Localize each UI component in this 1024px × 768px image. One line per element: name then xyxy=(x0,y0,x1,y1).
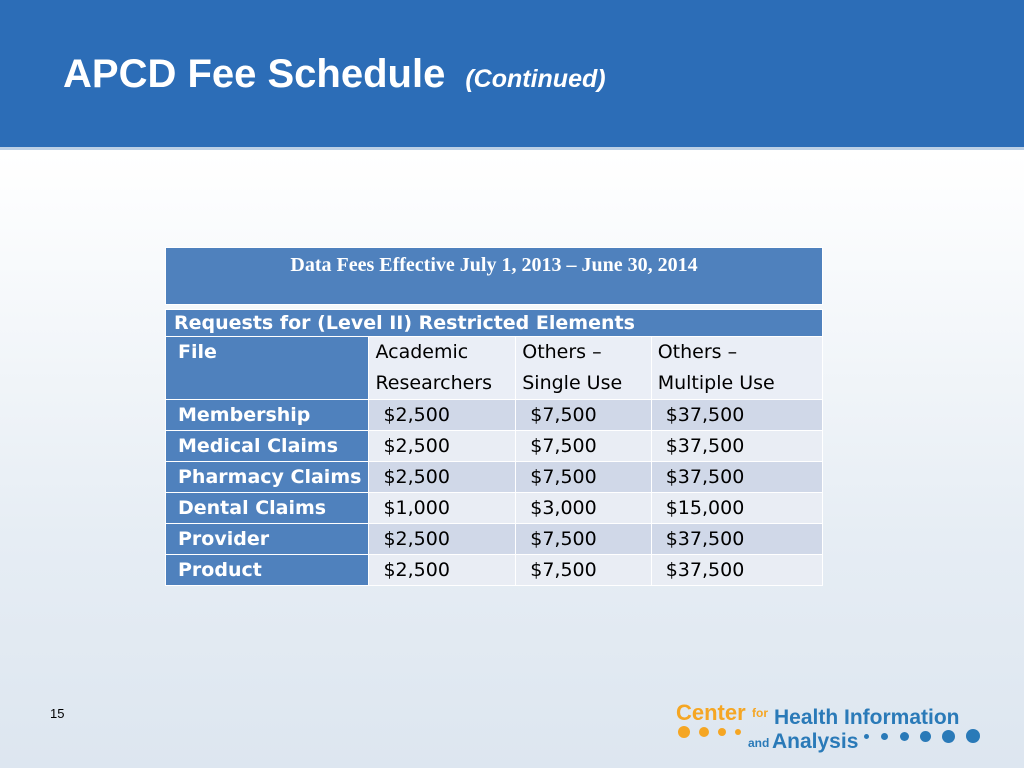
row-file-label: Medical Claims xyxy=(166,431,369,462)
cell-academic: $2,500 xyxy=(369,462,516,493)
header-academic-line2: Researchers xyxy=(375,372,493,394)
header-multiple-line1: Others – xyxy=(657,341,738,363)
cell-academic: $2,500 xyxy=(369,400,516,431)
cell-multiple-use: $37,500 xyxy=(651,431,822,462)
cell-multiple-use: $37,500 xyxy=(651,462,822,493)
fee-table-container xyxy=(165,247,823,586)
logo-and-text: and xyxy=(748,736,770,750)
table-caption: Data Fees Effective July 1, 2013 – June 30, 2014 xyxy=(165,247,823,305)
logo-dot xyxy=(864,734,869,739)
table-row xyxy=(166,524,823,555)
fee-table xyxy=(165,309,823,586)
table-row xyxy=(166,555,823,586)
logo-analysis-text: Analysis xyxy=(772,730,859,753)
page-number: 15 xyxy=(50,706,65,721)
section-header-row xyxy=(166,310,823,337)
logo-dot xyxy=(699,727,709,737)
cell-single-use: $7,500 xyxy=(516,524,651,555)
chia-logo xyxy=(676,700,986,760)
cell-academic: $2,500 xyxy=(369,431,516,462)
cell-single-use: $7,500 xyxy=(516,555,651,586)
logo-dot xyxy=(678,726,690,738)
cell-multiple-use: $15,000 xyxy=(651,493,822,524)
logo-dot xyxy=(900,732,909,741)
table-row xyxy=(166,400,823,431)
slide-title xyxy=(63,50,606,103)
header-academic xyxy=(369,337,516,400)
cell-single-use: $7,500 xyxy=(516,400,651,431)
logo-dot xyxy=(966,729,980,743)
header-single-line1: Others – xyxy=(522,341,602,363)
row-file-label: Product xyxy=(166,555,369,586)
column-header-row xyxy=(166,337,823,400)
header-single-use xyxy=(516,337,651,400)
cell-single-use: $7,500 xyxy=(516,462,651,493)
cell-multiple-use: $37,500 xyxy=(651,400,822,431)
header-academic-line1: Academic xyxy=(375,341,469,363)
logo-center-text: Center xyxy=(676,700,746,725)
header-multiple-use xyxy=(651,337,822,400)
logo-dot xyxy=(718,728,726,736)
cell-academic: $2,500 xyxy=(369,555,516,586)
cell-multiple-use: $37,500 xyxy=(651,524,822,555)
row-file-label: Membership xyxy=(166,400,369,431)
section-title: Requests for (Level II) Restricted Elements xyxy=(166,310,823,337)
table-row xyxy=(166,462,823,493)
cell-academic: $2,500 xyxy=(369,524,516,555)
table-row xyxy=(166,431,823,462)
logo-health-information-text: Health Information xyxy=(774,706,960,729)
cell-academic: $1,000 xyxy=(369,493,516,524)
logo-for-text: for xyxy=(752,706,768,720)
row-file-label: Dental Claims xyxy=(166,493,369,524)
row-file-label: Provider xyxy=(166,524,369,555)
cell-multiple-use: $37,500 xyxy=(651,555,822,586)
header-multiple-line2: Multiple Use xyxy=(657,372,775,394)
table-row xyxy=(166,493,823,524)
logo-dot xyxy=(735,729,741,735)
cell-single-use: $7,500 xyxy=(516,431,651,462)
logo-dot xyxy=(920,731,931,742)
slide-header xyxy=(0,0,1024,150)
header-single-line2: Single Use xyxy=(522,372,623,394)
logo-dot xyxy=(942,730,955,743)
logo-dot xyxy=(881,733,888,740)
row-file-label: Pharmacy Claims xyxy=(166,462,369,493)
title-text: APCD Fee Schedule xyxy=(63,52,446,96)
header-file: File xyxy=(166,337,369,400)
cell-single-use: $3,000 xyxy=(516,493,651,524)
title-subtitle: (Continued) xyxy=(465,65,606,93)
